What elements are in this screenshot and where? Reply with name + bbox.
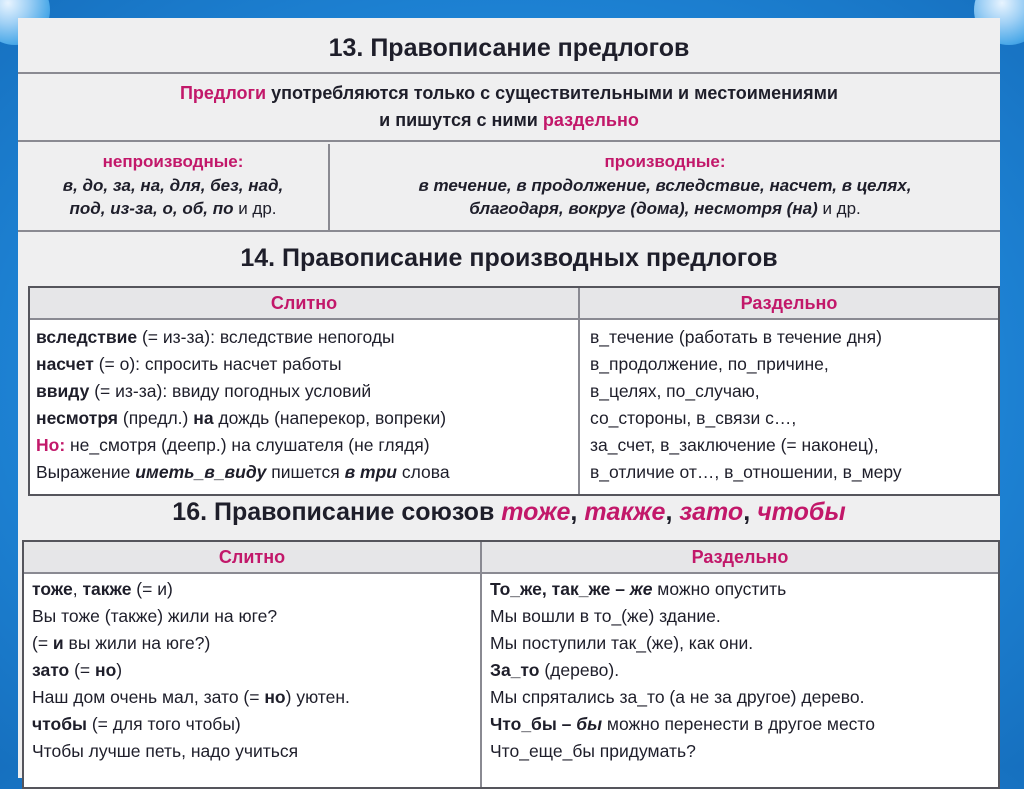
list-item: насчет (= о): спросить насчет работы (36, 354, 342, 374)
derived-heading: производные: (604, 152, 726, 171)
list-item: Чтобы лучше петь, надо учиться (32, 741, 299, 761)
list-item: за_счет, в_заключение (= наконец), (590, 435, 879, 455)
list-item: Что_бы – бы можно перенести в другое место (490, 714, 875, 734)
list-item: в_продолжение, по_причине, (590, 354, 829, 374)
section-16-title: 16. Правописание союзов тоже, также, зато, чтобы (172, 498, 846, 526)
list-item: Наш дом очень мал, зато (= но) уютен. (32, 687, 350, 707)
list-item: Вы тоже (также) жили на юге? (32, 606, 278, 626)
column-header-separate: Раздельно (482, 542, 998, 574)
list-item: в_течение (работать в течение дня) (590, 327, 882, 347)
separate-examples (590, 324, 902, 486)
intro-text: и пишутся с ними (379, 110, 543, 130)
list-item: То_же, так_же – же можно опустить (490, 579, 787, 599)
non-derived-heading: непроизводные: (102, 152, 244, 171)
etc-text: и др. (817, 199, 861, 218)
list-item: Но: не_смотря (деепр.) на слушателя (не глядя) (36, 435, 430, 455)
list-item: Мы спрятались за_то (а не за другое) дерево. (490, 687, 865, 707)
intro-text: употребляются только с существительными и местоимениями (266, 83, 838, 103)
list-item: Мы вошли в то_(же) здание. (490, 606, 721, 626)
section-14-table (28, 286, 1000, 496)
divider (18, 72, 1000, 74)
section-16-table (22, 540, 1000, 789)
column-header-together: Слитно (24, 542, 480, 574)
non-derived-line: в, до, за, на, для, без, над, (62, 176, 284, 195)
prepositions-classification (18, 144, 1000, 230)
together-examples (36, 324, 450, 486)
list-item: в_отличие от…, в_отношении, в_меру (590, 462, 902, 482)
list-item: За_то (дерево). (490, 660, 620, 680)
list-item: Мы поступили так_(же), как они. (490, 633, 754, 653)
intro-keyword: раздельно (542, 110, 639, 130)
list-item: зато (= но) (32, 660, 123, 680)
column-divider (480, 542, 482, 787)
list-item: тоже, также (= и) (32, 579, 173, 599)
list-item: ввиду (= из-за): ввиду погодных условий (36, 381, 372, 401)
section-13-title: 13. Правописание предлогов (328, 34, 690, 62)
column-header-separate: Раздельно (580, 288, 998, 320)
column-header-together: Слитно (30, 288, 578, 320)
derived-cell (330, 144, 1000, 230)
derived-line: в течение, в продолжение, вследствие, насчет, в целях, (418, 176, 912, 195)
separate-examples (490, 576, 875, 765)
list-item: Что_еще_бы придумать? (490, 741, 696, 761)
derived-line: благодаря, вокруг (дома), несмотря (на) (469, 199, 818, 218)
list-item: несмотря (предл.) на дождь (наперекор, вопреки) (36, 408, 447, 428)
reference-sheet (18, 18, 1000, 778)
derived-list (330, 174, 1000, 220)
column-divider (578, 288, 580, 494)
list-item: (= и вы жили на юге?) (32, 633, 211, 653)
divider (18, 230, 1000, 232)
list-item: Выражение иметь_в_виду пишется в три слова (36, 462, 450, 482)
section-13-intro (18, 80, 1000, 134)
non-derived-cell (18, 144, 330, 230)
list-item: чтобы (= для того чтобы) (32, 714, 241, 734)
divider (18, 140, 1000, 142)
list-item: вследствие (= из-за): вследствие непогоды (36, 327, 395, 347)
non-derived-list (18, 174, 328, 220)
intro-keyword: Предлоги (179, 83, 267, 103)
list-item: со_стороны, в_связи с…, (590, 408, 797, 428)
together-examples (32, 576, 350, 765)
non-derived-line: под, из-за, о, об, по (69, 199, 234, 218)
list-item: в_целях, по_случаю, (590, 381, 760, 401)
etc-text: и др. (233, 199, 277, 218)
section-14-title: 14. Правописание производных предлогов (240, 244, 778, 272)
